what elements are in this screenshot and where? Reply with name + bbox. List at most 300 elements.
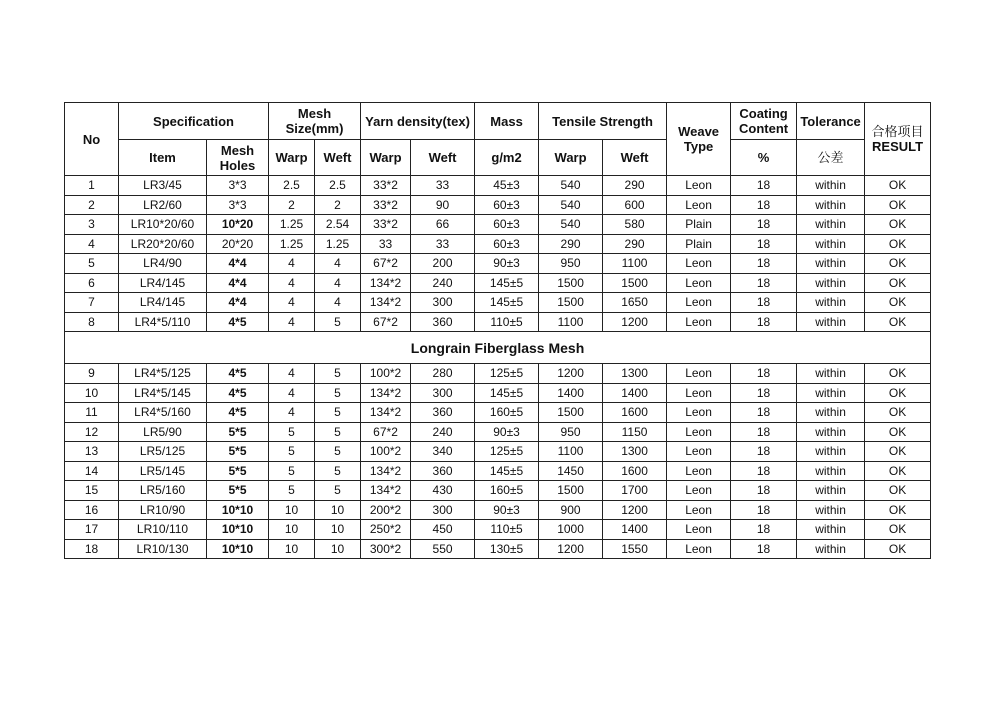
cell-tolerance: within [797, 234, 865, 254]
cell-result: OK [865, 520, 931, 540]
cell-weave-type: Leon [667, 254, 731, 274]
cell-tolerance: within [797, 461, 865, 481]
cell-tensile-weft: 1400 [603, 520, 667, 540]
cell-mesh-weft: 1.25 [315, 234, 361, 254]
header-result [865, 103, 931, 176]
cell-mesh-weft: 5 [315, 383, 361, 403]
cell-coating: 18 [731, 461, 797, 481]
cell-item: LR4/145 [119, 273, 207, 293]
cell-yarn-warp: 67*2 [361, 254, 411, 274]
header-yarn-density: Yarn density(tex) [361, 103, 475, 140]
cell-tensile-warp: 1500 [539, 403, 603, 423]
cell-item: LR5/160 [119, 481, 207, 501]
section-title: Longrain Fiberglass Mesh [65, 332, 931, 364]
cell-mesh-warp: 4 [269, 403, 315, 423]
cell-yarn-warp: 134*2 [361, 383, 411, 403]
cell-mesh-weft: 5 [315, 403, 361, 423]
cell-tolerance: within [797, 312, 865, 332]
cell-result: OK [865, 273, 931, 293]
table-row [65, 442, 931, 462]
cell-tensile-weft: 1550 [603, 539, 667, 559]
cell-mass: 110±5 [475, 312, 539, 332]
cell-mass: 145±5 [475, 273, 539, 293]
cell-tensile-weft: 1300 [603, 364, 667, 384]
cell-result: OK [865, 312, 931, 332]
cell-mesh-holes: 4*4 [207, 254, 269, 274]
cell-mass: 125±5 [475, 442, 539, 462]
cell-no: 8 [65, 312, 119, 332]
cell-mesh-weft: 10 [315, 500, 361, 520]
header-tensile-warp: Warp [539, 140, 603, 176]
section-divider [65, 332, 931, 364]
cell-mesh-warp: 4 [269, 312, 315, 332]
cell-tolerance: within [797, 422, 865, 442]
cell-mesh-weft: 10 [315, 539, 361, 559]
cell-weave-type: Leon [667, 539, 731, 559]
cell-tensile-warp: 290 [539, 234, 603, 254]
cell-result: OK [865, 500, 931, 520]
cell-yarn-warp: 100*2 [361, 364, 411, 384]
cell-mesh-warp: 5 [269, 422, 315, 442]
cell-tensile-weft: 600 [603, 195, 667, 215]
cell-coating: 18 [731, 254, 797, 274]
header-row-sub [65, 140, 931, 176]
cell-item: LR4*5/160 [119, 403, 207, 423]
cell-mesh-weft: 5 [315, 364, 361, 384]
cell-mesh-weft: 4 [315, 273, 361, 293]
cell-tensile-warp: 900 [539, 500, 603, 520]
cell-tensile-weft: 1600 [603, 461, 667, 481]
cell-mesh-weft: 5 [315, 422, 361, 442]
cell-coating: 18 [731, 215, 797, 235]
cell-mesh-warp: 4 [269, 254, 315, 274]
header-mass: Mass [475, 103, 539, 140]
cell-item: LR20*20/60 [119, 234, 207, 254]
cell-mesh-warp: 10 [269, 520, 315, 540]
cell-no: 1 [65, 176, 119, 196]
cell-item: LR4*5/145 [119, 383, 207, 403]
cell-mesh-holes: 4*4 [207, 273, 269, 293]
cell-tensile-weft: 1500 [603, 273, 667, 293]
cell-tensile-warp: 1000 [539, 520, 603, 540]
cell-mass: 160±5 [475, 481, 539, 501]
cell-weave-type: Leon [667, 273, 731, 293]
cell-yarn-weft: 360 [411, 461, 475, 481]
cell-result: OK [865, 442, 931, 462]
table-body-lower [65, 364, 931, 559]
cell-mass: 125±5 [475, 364, 539, 384]
cell-yarn-weft: 90 [411, 195, 475, 215]
cell-no: 2 [65, 195, 119, 215]
cell-mass: 145±5 [475, 383, 539, 403]
cell-coating: 18 [731, 481, 797, 501]
cell-yarn-weft: 340 [411, 442, 475, 462]
cell-yarn-warp: 33*2 [361, 215, 411, 235]
cell-tensile-weft: 1400 [603, 383, 667, 403]
cell-mass: 60±3 [475, 215, 539, 235]
cell-mesh-holes: 5*5 [207, 442, 269, 462]
cell-yarn-weft: 450 [411, 520, 475, 540]
cell-tolerance: within [797, 176, 865, 196]
cell-no: 14 [65, 461, 119, 481]
header-weave-type: Weave Type [667, 103, 731, 176]
cell-tensile-warp: 540 [539, 215, 603, 235]
cell-result: OK [865, 195, 931, 215]
cell-result: OK [865, 234, 931, 254]
cell-mesh-weft: 4 [315, 254, 361, 274]
cell-no: 16 [65, 500, 119, 520]
cell-weave-type: Leon [667, 422, 731, 442]
cell-mesh-holes: 5*5 [207, 481, 269, 501]
header-specification: Specification [119, 103, 269, 140]
cell-mesh-holes: 4*4 [207, 293, 269, 313]
table-row [65, 176, 931, 196]
cell-yarn-weft: 360 [411, 403, 475, 423]
cell-result: OK [865, 539, 931, 559]
cell-mesh-warp: 5 [269, 442, 315, 462]
cell-coating: 18 [731, 195, 797, 215]
cell-no: 9 [65, 364, 119, 384]
header-no: No [65, 103, 119, 176]
cell-coating: 18 [731, 403, 797, 423]
cell-result: OK [865, 364, 931, 384]
cell-yarn-weft: 300 [411, 293, 475, 313]
cell-yarn-weft: 550 [411, 539, 475, 559]
cell-mesh-holes: 10*20 [207, 215, 269, 235]
cell-item: LR4*5/110 [119, 312, 207, 332]
header-mesh-holes: Mesh Holes [207, 140, 269, 176]
cell-item: LR5/125 [119, 442, 207, 462]
cell-tolerance: within [797, 442, 865, 462]
cell-yarn-weft: 66 [411, 215, 475, 235]
cell-tolerance: within [797, 195, 865, 215]
cell-tolerance: within [797, 500, 865, 520]
cell-mesh-holes: 4*5 [207, 364, 269, 384]
cell-yarn-weft: 200 [411, 254, 475, 274]
cell-result: OK [865, 254, 931, 274]
table-row [65, 215, 931, 235]
cell-mesh-warp: 2.5 [269, 176, 315, 196]
cell-yarn-warp: 67*2 [361, 422, 411, 442]
table-row [65, 461, 931, 481]
cell-yarn-weft: 280 [411, 364, 475, 384]
cell-item: LR10*20/60 [119, 215, 207, 235]
cell-item: LR3/45 [119, 176, 207, 196]
cell-mass: 90±3 [475, 254, 539, 274]
cell-weave-type: Leon [667, 520, 731, 540]
cell-tensile-warp: 1500 [539, 293, 603, 313]
cell-tensile-weft: 1700 [603, 481, 667, 501]
cell-yarn-weft: 33 [411, 234, 475, 254]
cell-mesh-holes: 10*10 [207, 500, 269, 520]
header-tensile-weft: Weft [603, 140, 667, 176]
cell-mesh-weft: 2.5 [315, 176, 361, 196]
cell-mesh-warp: 5 [269, 461, 315, 481]
cell-coating: 18 [731, 176, 797, 196]
cell-no: 17 [65, 520, 119, 540]
cell-mesh-warp: 10 [269, 539, 315, 559]
cell-coating: 18 [731, 312, 797, 332]
cell-tolerance: within [797, 215, 865, 235]
cell-yarn-warp: 33*2 [361, 176, 411, 196]
cell-tolerance: within [797, 383, 865, 403]
cell-item: LR10/130 [119, 539, 207, 559]
cell-tensile-warp: 540 [539, 176, 603, 196]
cell-yarn-weft: 240 [411, 273, 475, 293]
cell-mesh-weft: 5 [315, 481, 361, 501]
cell-tensile-warp: 950 [539, 422, 603, 442]
cell-mass: 60±3 [475, 234, 539, 254]
cell-no: 10 [65, 383, 119, 403]
cell-tolerance: within [797, 520, 865, 540]
cell-tensile-warp: 1100 [539, 312, 603, 332]
cell-tensile-weft: 1100 [603, 254, 667, 274]
header-coating-content: Coating Content [731, 103, 797, 140]
table-row [65, 195, 931, 215]
table-body-upper [65, 176, 931, 332]
cell-yarn-warp: 100*2 [361, 442, 411, 462]
table-row [65, 254, 931, 274]
cell-yarn-warp: 300*2 [361, 539, 411, 559]
cell-weave-type: Leon [667, 461, 731, 481]
header-yarn-warp: Warp [361, 140, 411, 176]
cell-mesh-weft: 5 [315, 442, 361, 462]
header-tensile-strength: Tensile Strength [539, 103, 667, 140]
header-mass-unit: g/m2 [475, 140, 539, 176]
cell-yarn-warp: 67*2 [361, 312, 411, 332]
cell-mesh-holes: 20*20 [207, 234, 269, 254]
cell-coating: 18 [731, 293, 797, 313]
cell-coating: 18 [731, 520, 797, 540]
cell-mesh-warp: 4 [269, 364, 315, 384]
cell-result: OK [865, 403, 931, 423]
cell-no: 5 [65, 254, 119, 274]
cell-result: OK [865, 422, 931, 442]
header-result-en: RESULT [872, 139, 924, 154]
header-yarn-weft: Weft [411, 140, 475, 176]
section-row [65, 332, 931, 364]
cell-tensile-weft: 1200 [603, 500, 667, 520]
cell-weave-type: Leon [667, 364, 731, 384]
cell-coating: 18 [731, 422, 797, 442]
cell-yarn-warp: 200*2 [361, 500, 411, 520]
cell-yarn-weft: 430 [411, 481, 475, 501]
header-mesh-weft: Weft [315, 140, 361, 176]
cell-tensile-warp: 1200 [539, 364, 603, 384]
cell-mass: 110±5 [475, 520, 539, 540]
cell-mass: 145±5 [475, 461, 539, 481]
cell-no: 12 [65, 422, 119, 442]
cell-coating: 18 [731, 539, 797, 559]
cell-no: 3 [65, 215, 119, 235]
cell-mass: 90±3 [475, 422, 539, 442]
cell-tensile-warp: 1100 [539, 442, 603, 462]
cell-tolerance: within [797, 403, 865, 423]
cell-mass: 145±5 [475, 293, 539, 313]
cell-coating: 18 [731, 364, 797, 384]
cell-yarn-weft: 360 [411, 312, 475, 332]
cell-mesh-holes: 5*5 [207, 422, 269, 442]
cell-tensile-warp: 1200 [539, 539, 603, 559]
cell-yarn-warp: 134*2 [361, 293, 411, 313]
cell-mesh-holes: 10*10 [207, 539, 269, 559]
cell-no: 4 [65, 234, 119, 254]
cell-tensile-warp: 950 [539, 254, 603, 274]
cell-weave-type: Leon [667, 312, 731, 332]
cell-item: LR4*5/125 [119, 364, 207, 384]
cell-yarn-warp: 250*2 [361, 520, 411, 540]
cell-mass: 90±3 [475, 500, 539, 520]
cell-tensile-warp: 1500 [539, 273, 603, 293]
cell-item: LR2/60 [119, 195, 207, 215]
cell-yarn-weft: 300 [411, 500, 475, 520]
table-row [65, 520, 931, 540]
cell-tensile-warp: 1450 [539, 461, 603, 481]
cell-item: LR10/90 [119, 500, 207, 520]
cell-yarn-warp: 134*2 [361, 273, 411, 293]
cell-weave-type: Leon [667, 383, 731, 403]
cell-mesh-warp: 10 [269, 500, 315, 520]
cell-weave-type: Leon [667, 481, 731, 501]
cell-item: LR4/145 [119, 293, 207, 313]
cell-mesh-warp: 4 [269, 273, 315, 293]
cell-no: 18 [65, 539, 119, 559]
fiberglass-mesh-spec-table [64, 102, 931, 559]
cell-yarn-warp: 134*2 [361, 461, 411, 481]
cell-tensile-weft: 290 [603, 176, 667, 196]
cell-coating: 18 [731, 500, 797, 520]
cell-tensile-weft: 1300 [603, 442, 667, 462]
cell-mass: 130±5 [475, 539, 539, 559]
cell-result: OK [865, 293, 931, 313]
header-mesh-warp: Warp [269, 140, 315, 176]
cell-yarn-weft: 33 [411, 176, 475, 196]
cell-mesh-weft: 2 [315, 195, 361, 215]
cell-tolerance: within [797, 481, 865, 501]
cell-coating: 18 [731, 273, 797, 293]
cell-yarn-warp: 134*2 [361, 481, 411, 501]
cell-no: 11 [65, 403, 119, 423]
cell-mesh-warp: 1.25 [269, 234, 315, 254]
header-tolerance: Tolerance [797, 103, 865, 140]
cell-mesh-holes: 3*3 [207, 195, 269, 215]
cell-mesh-weft: 4 [315, 293, 361, 313]
cell-tensile-weft: 290 [603, 234, 667, 254]
cell-mesh-holes: 4*5 [207, 312, 269, 332]
cell-item: LR4/90 [119, 254, 207, 274]
header-coating-unit: % [731, 140, 797, 176]
cell-weave-type: Plain [667, 215, 731, 235]
cell-mesh-weft: 2.54 [315, 215, 361, 235]
cell-tolerance: within [797, 364, 865, 384]
cell-mesh-warp: 4 [269, 293, 315, 313]
cell-result: OK [865, 383, 931, 403]
header-result-cn: 合格项目 [871, 124, 924, 139]
cell-weave-type: Leon [667, 442, 731, 462]
cell-mesh-holes: 5*5 [207, 461, 269, 481]
cell-weave-type: Leon [667, 293, 731, 313]
header-row-top [65, 103, 931, 140]
cell-result: OK [865, 481, 931, 501]
cell-yarn-weft: 240 [411, 422, 475, 442]
cell-weave-type: Leon [667, 403, 731, 423]
cell-tolerance: within [797, 539, 865, 559]
table-row [65, 273, 931, 293]
cell-mesh-weft: 10 [315, 520, 361, 540]
table-row [65, 234, 931, 254]
table-row [65, 403, 931, 423]
cell-tolerance: within [797, 293, 865, 313]
header-tolerance-cn: 公差 [797, 140, 865, 176]
cell-weave-type: Leon [667, 176, 731, 196]
cell-item: LR10/110 [119, 520, 207, 540]
cell-coating: 18 [731, 234, 797, 254]
cell-yarn-warp: 33 [361, 234, 411, 254]
table-row [65, 312, 931, 332]
header-mesh-size: Mesh Size(mm) [269, 103, 361, 140]
cell-mesh-holes: 4*5 [207, 383, 269, 403]
cell-weave-type: Plain [667, 234, 731, 254]
table-row [65, 481, 931, 501]
cell-mass: 45±3 [475, 176, 539, 196]
cell-mesh-warp: 4 [269, 383, 315, 403]
table-row [65, 364, 931, 384]
cell-coating: 18 [731, 383, 797, 403]
cell-tolerance: within [797, 273, 865, 293]
cell-tensile-weft: 580 [603, 215, 667, 235]
cell-no: 7 [65, 293, 119, 313]
cell-item: LR5/145 [119, 461, 207, 481]
cell-mesh-warp: 2 [269, 195, 315, 215]
cell-tolerance: within [797, 254, 865, 274]
cell-mesh-holes: 4*5 [207, 403, 269, 423]
cell-mesh-warp: 5 [269, 481, 315, 501]
cell-yarn-weft: 300 [411, 383, 475, 403]
cell-tensile-warp: 1500 [539, 481, 603, 501]
cell-tensile-weft: 1600 [603, 403, 667, 423]
cell-no: 13 [65, 442, 119, 462]
cell-result: OK [865, 176, 931, 196]
cell-mesh-warp: 1.25 [269, 215, 315, 235]
table-row [65, 539, 931, 559]
cell-mesh-weft: 5 [315, 461, 361, 481]
cell-weave-type: Leon [667, 195, 731, 215]
cell-weave-type: Leon [667, 500, 731, 520]
cell-yarn-warp: 33*2 [361, 195, 411, 215]
table-row [65, 500, 931, 520]
table-row [65, 293, 931, 313]
cell-tensile-weft: 1650 [603, 293, 667, 313]
header-item: Item [119, 140, 207, 176]
cell-mass: 160±5 [475, 403, 539, 423]
cell-mesh-weft: 5 [315, 312, 361, 332]
cell-tensile-warp: 540 [539, 195, 603, 215]
cell-tensile-weft: 1200 [603, 312, 667, 332]
cell-coating: 18 [731, 442, 797, 462]
table-row [65, 383, 931, 403]
cell-result: OK [865, 215, 931, 235]
cell-tensile-warp: 1400 [539, 383, 603, 403]
cell-mass: 60±3 [475, 195, 539, 215]
cell-yarn-warp: 134*2 [361, 403, 411, 423]
cell-tensile-weft: 1150 [603, 422, 667, 442]
cell-result: OK [865, 461, 931, 481]
table-row [65, 422, 931, 442]
cell-no: 6 [65, 273, 119, 293]
cell-no: 15 [65, 481, 119, 501]
cell-item: LR5/90 [119, 422, 207, 442]
cell-mesh-holes: 3*3 [207, 176, 269, 196]
